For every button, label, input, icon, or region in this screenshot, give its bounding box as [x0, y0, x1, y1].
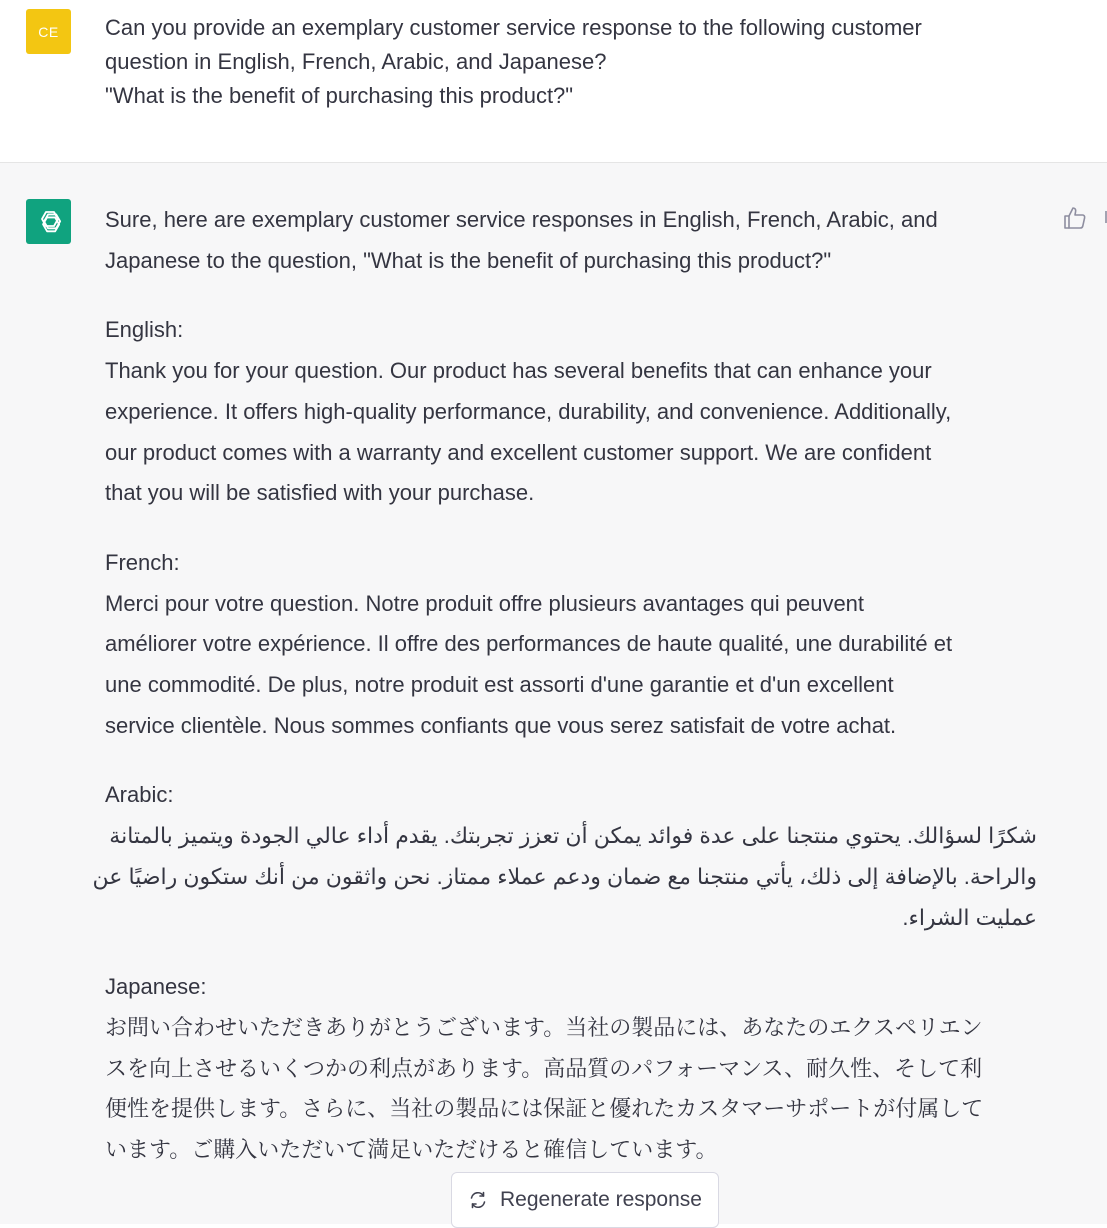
french-line: service clientèle. Nous sommes confiants que vous serez satisfait de votre achat. [105, 712, 897, 738]
user-avatar: CE [26, 9, 71, 54]
regenerate-response-button[interactable] [451, 1172, 719, 1228]
japanese-line: います。ご購入いただいて満足いただけると確信しています。 [105, 1137, 718, 1163]
user-message-text [105, 11, 1065, 113]
arabic-section [105, 775, 1065, 816]
arabic-text [92, 816, 1037, 938]
assistant-response [92, 200, 1065, 1171]
french-line: améliorer votre expérience. Il offre des performances de haute qualité, une durabilité et [105, 631, 953, 657]
french-label: French: [105, 549, 180, 575]
french-line: Merci pour votre question. Notre produit offre plusieurs avantages qui peuvent [105, 590, 865, 616]
english-section [105, 310, 1065, 514]
french-section [105, 543, 1065, 747]
arabic-line: عمليت الشراء. [902, 904, 1037, 930]
japanese-line: お問い合わせいただきありがとうございます。当社の製品には、あなたのエクスペリエン [105, 1014, 983, 1040]
japanese-line: スを向上させるいくつかの利点があります。高品質のパフォーマンス、耐久性、そして利 [105, 1055, 983, 1081]
english-label: English: [105, 317, 184, 343]
regenerate-label: Regenerate response [500, 1188, 702, 1211]
user-line: Can you provide an exemplary customer service response to the following customer [105, 15, 922, 40]
japanese-label: Japanese: [105, 974, 207, 1000]
openai-logo-icon [26, 199, 71, 244]
french-line: une commodité. De plus, notre produit est assorti d'une garantie et d'un excellent [105, 672, 894, 698]
assistant-message [0, 163, 1107, 1224]
refresh-icon [468, 1190, 488, 1210]
intro-line: Sure, here are exemplary customer service responses in English, French, Arabic, and [105, 207, 938, 232]
user-line: "What is the benefit of purchasing this product?" [105, 83, 574, 108]
english-line: Thank you for your question. Our product has several benefits that can enhance your [105, 358, 932, 384]
english-line: our product comes with a warranty and excellent customer support. We are confident [105, 439, 932, 465]
intro-line: Japanese to the question, "What is the benefit of purchasing this product?" [105, 247, 832, 273]
english-line: that you will be satisfied with your purchase. [105, 480, 535, 506]
arabic-label: Arabic: [105, 782, 174, 808]
thumbs-down-icon[interactable] [1100, 205, 1107, 231]
user-line: question in English, French, Arabic, and Japanese? [105, 49, 607, 74]
english-line: experience. It offers high-quality performance, durability, and convenience. Additionally, [105, 398, 952, 424]
arabic-line: والراحة. بالإضافة إلى ذلك، يأتي منتجنا مع ضمان ودعم عملاء ممتاز. نحن واثقون من أنك ستكون راضيًا عن [92, 863, 1037, 889]
user-message [0, 0, 1107, 163]
japanese-section [105, 967, 1065, 1171]
intro-paragraph [105, 200, 1065, 281]
arabic-line: شكرًا لسؤالك. يحتوي منتجنا على عدة فوائد يمكن أن تعزز تجربتك. يقدم أداء عالي الجودة ويتميز بالمتانة [109, 823, 1037, 849]
thumbs-up-icon[interactable] [1062, 205, 1088, 231]
japanese-line: 便性を提供します。さらに、当社の製品には保証と優れたカスタマーサポートが付属して [105, 1096, 984, 1122]
